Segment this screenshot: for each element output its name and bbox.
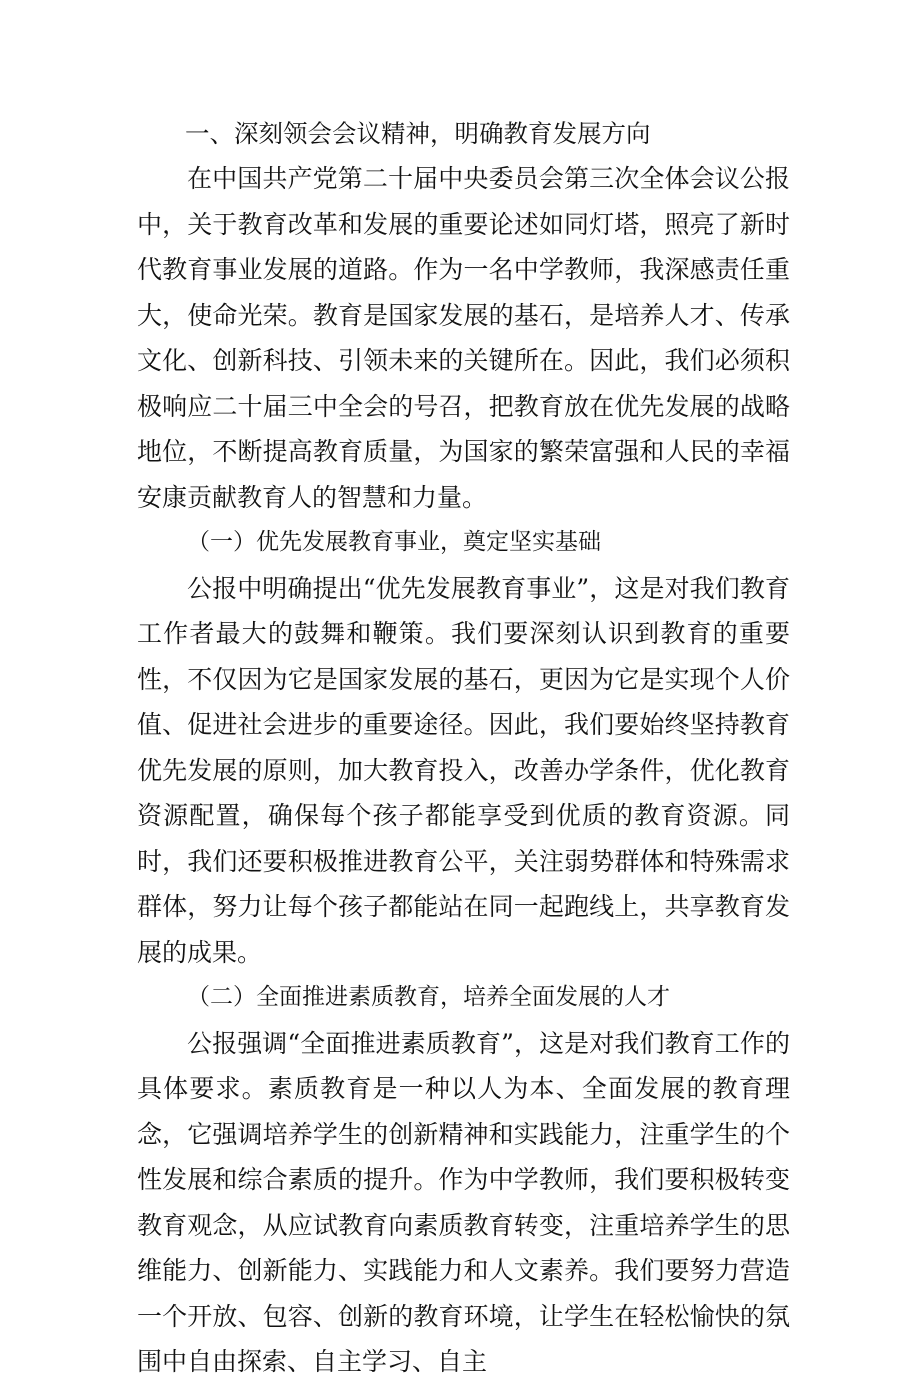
- subsection-heading: （一）优先发展教育事业，奠定坚实基础: [187, 529, 601, 555]
- body-paragraph: 在中国共产党第二十届中央委员会第三次全体会议公报中，关于教育改革和发展的重要论述如同灯塔，照亮了新时代教育事业发展的道路。作为一名中学教师，我深感责任重大，使命光荣。教育是国家发展的基石，是培养人才、传承文化、创新科技、引领未来的关键所在。因此，我们必须积极响应二十届三中全会的号召，把教育放在优先发展的战略地位，不断提高教育质量，为国家的繁荣富强和人民的幸福安康贡献教育人的智慧和力量。: [137, 164, 790, 512]
- body-paragraph: 公报中明确提出“优先发展教育事业”，这是对我们教育工作者最大的鼓舞和鞭策。我们要深刻认识到教育的重要性，不仅因为它是国家发展的基石，更因为它是实现个人价值、促进社会进步的重要途径。因此，我们要始终坚持教育优先发展的原则，加大教育投入，改善办学条件，优化教育资源配置，确保每个孩子都能享受到优质的教育资源。同时，我们还要积极推进教育公平，关注弱势群体和特殊需求群体，努力让每个孩子都能站在同一起跑线上，共享教育发展的成果。: [137, 573, 790, 967]
- body-paragraph: 公报强调“全面推进素质教育”，这是对我们教育工作的具体要求。素质教育是一种以人为本、全面发展的教育理念，它强调培养学生的创新精神和实践能力，注重学生的个性发展和综合素质的提升。作为中学教师，我们要积极转变教育观念，从应试教育向素质教育转变，注重培养学生的思维能力、创新能力、实践能力和人文素养。我们要努力营造一个开放、包容、创新的教育环境，让学生在轻松愉快的氛围中自由探索、自主学习、自主: [137, 1028, 790, 1376]
- subsection-heading: （二）全面推进素质教育，培养全面发展的人才: [187, 984, 670, 1010]
- section-heading: 一、深刻领会会议精神，明确教育发展方向: [185, 119, 651, 148]
